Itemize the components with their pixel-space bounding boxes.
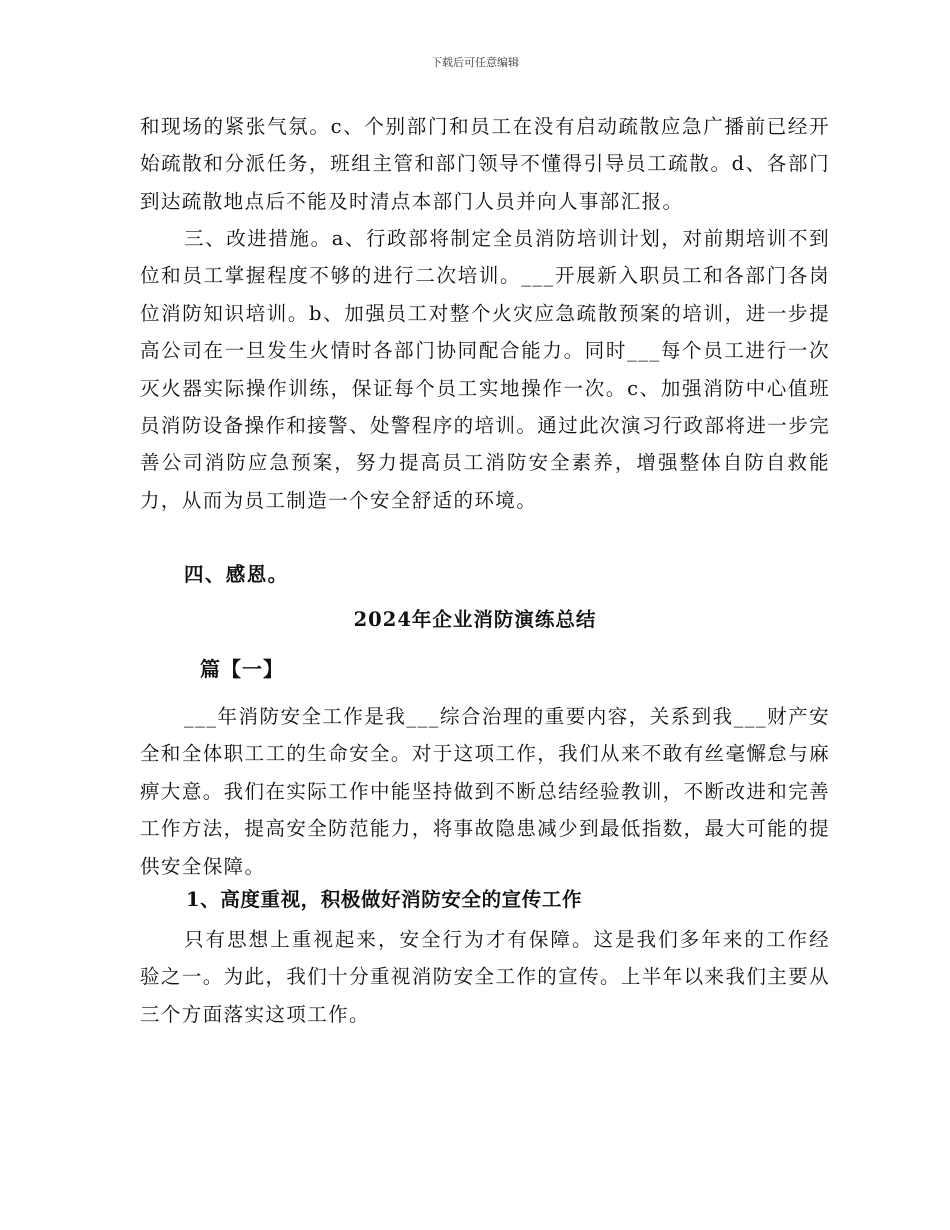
paragraph-publicity-work: 只有思想上重视起来，安全行为才有保障。这是我们多年来的工作经验之一。为此，我们十分重视消防安全工作的宣传。上半年以来我们主要从三个方面落实这项工作。 <box>140 928 830 1026</box>
section-subtitle: 篇【一】 <box>200 657 284 681</box>
document-title: 2024年企业消防演练总结 <box>353 608 597 631</box>
paragraph-improvement-measures: 三、改进措施。a、行政部将制定全员消防培训计划，对前期培训不到位和员工掌握程度不够的进行二次培训。___开展新入职员工和各部门各岗位消防知识培训。b、加强员工对整个火灾应急疏散预案的培训，进一步提高公司在一旦发生火情时各部门协同配合能力。同时___每个员工进行一次灭火器实际操作训练，保证每个员工实地操作一次。c、加强消防中心值班员消防设备操作和接警、处警程序的培训。通过此次演习行政部将进一步完善公司消防应急预案，努力提高员工消防安全素养，增强整体自防自救能力，从而为员工制造一个安全舒适的环境。 <box>140 227 830 512</box>
section-heading-1: 1、高度重视，积极做好消防安全的宣传工作 <box>186 888 583 911</box>
page-header-note: 下载后可任意编辑 <box>431 56 519 69</box>
paragraph-evacuation-issues: 和现场的紧张气氛。c、个别部门和员工在没有启动疏散应急广播前已经开始疏散和分派任务，班组主管和部门领导不懂得引导员工疏散。d、各部门到达疏散地点后不能及时清点本部门人员并向人事部汇报。 <box>140 115 830 213</box>
paragraph-fire-safety-overview: ___年消防安全工作是我___综合治理的重要内容，关系到我___财产安全和全体职工工的生命安全。对于这项工作，我们从来不敢有丝毫懈怠与麻痹大意。我们在实际工作中能坚持做到不断总结经验教训，不断改进和完善工作方法，提高安全防范能力，将事故隐患减少到最低指数，最大可能的提供安全保障。 <box>140 705 830 878</box>
paragraph-gratitude: 四、感恩。 <box>184 563 289 586</box>
